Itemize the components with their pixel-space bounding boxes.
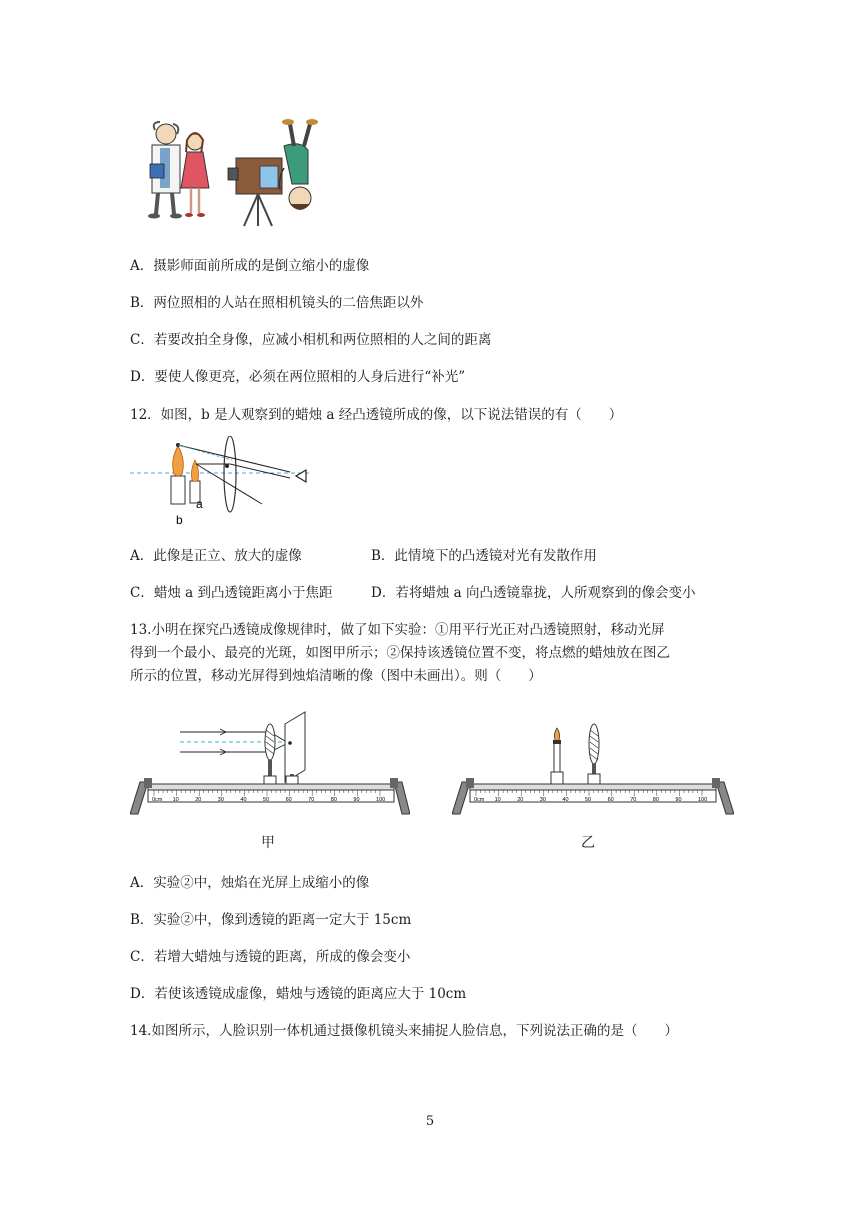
- ruler-tick-label: 80: [330, 797, 337, 803]
- q13-stem-line-2: 得到一个最小、最亮的光斑，如图甲所示；②保持该透镜位置不变，将点燃的蜡烛放在图乙: [130, 645, 670, 661]
- q12-stem: 12．如图，b 是人观察到的蜡烛 a 经凸透镜所成的像，以下说法错误的有（ ）: [130, 407, 623, 423]
- photographer-illustration: [280, 119, 319, 210]
- ruler-tick-label: 20: [195, 797, 202, 803]
- q11-option-b: B．两位照相的人站在照相机镜头的二倍焦距以外: [130, 295, 424, 311]
- q13-stem-line-1: 13.小明在探究凸透镜成像规律时，做了如下实验：①用平行光正对凸透镜照射，移动光屏: [130, 622, 665, 638]
- ruler-tick-label: 50: [263, 797, 270, 803]
- q13-option-b: B．实验②中，像到透镜的距离一定大于 15cm: [130, 912, 412, 928]
- ruler-tick-label: 20: [517, 797, 524, 803]
- ruler-tick-label: 60: [285, 797, 292, 803]
- ruler-tick-label: 90: [675, 797, 682, 803]
- convex-lens: [224, 436, 236, 512]
- ruler-tick-label: 100: [698, 797, 708, 803]
- candle-yi: [553, 728, 561, 772]
- figure-jia: [130, 706, 410, 818]
- q12-option-a: A．此像是正立、放大的虚像: [130, 548, 302, 564]
- q11-option-a: A．摄影师面前所成的是倒立缩小的虚像: [130, 258, 370, 274]
- ruler-tick-label: 60: [607, 797, 614, 803]
- ruler-tick-label: 10: [494, 797, 501, 803]
- page-number: 5: [425, 1114, 435, 1129]
- q13-option-c: C．若增大蜡烛与透镜的距离，所成的像会变小: [130, 949, 411, 965]
- q12-option-c: C．蜡烛 a 到凸透镜距离小于焦距: [130, 585, 333, 601]
- ruler-tick-label: 0cm: [474, 797, 485, 803]
- ruler-tick-label: 70: [630, 797, 637, 803]
- ruler-tick-label: 40: [240, 797, 247, 803]
- caption-jia: 甲: [261, 835, 275, 851]
- eye-icon: [296, 470, 306, 482]
- ruler-tick-label: 70: [308, 797, 315, 803]
- caption-yi: 乙: [581, 835, 595, 851]
- label-b: b: [176, 513, 183, 527]
- old-man-illustration: [148, 122, 182, 219]
- ruler-tick-label: 50: [585, 797, 592, 803]
- ruler-tick-label: 100: [376, 797, 386, 803]
- q14-stem: 14.如图所示，人脸识别一体机通过摄像机镜头来捕捉人脸信息，下列说法正确的是（ ）: [130, 1023, 678, 1039]
- ruler-tick-label: 80: [652, 797, 659, 803]
- light-screen: [285, 712, 305, 782]
- ruler-tick-label: 10: [172, 797, 179, 803]
- q13-option-d: D．若使该透镜成虚像，蜡烛与透镜的距离应大于 10cm: [130, 986, 467, 1002]
- q12-option-b: B．此情境下的凸透镜对光有发散作用: [371, 548, 597, 564]
- q11-option-d: D．要使人像更亮，必须在两位照相的人身后进行“补光”: [130, 369, 466, 385]
- ruler-tick-label: 90: [353, 797, 360, 803]
- ruler-tick-label: 0cm: [152, 797, 163, 803]
- label-a: a: [196, 497, 203, 511]
- q11-option-c: C．若要改拍全身像，应减小相机和两位照相的人之间的距离: [130, 332, 492, 348]
- figure-yi: [452, 706, 734, 818]
- q13-option-a: A．实验②中，烛焰在光屏上成缩小的像: [130, 875, 370, 891]
- photographer-figure: [138, 118, 328, 228]
- q12-option-d: D．若将蜡烛 a 向凸透镜靠拢，人所观察到的像会变小: [371, 585, 696, 601]
- ruler-tick-label: 30: [217, 797, 224, 803]
- girl-illustration: [181, 133, 209, 217]
- q13-stem-line-3: 所示的位置，移动光屏得到烛焰清晰的像（图中未画出）。则（ ）: [130, 668, 542, 684]
- ruler-tick-label: 30: [539, 797, 546, 803]
- ruler-tick-label: 40: [562, 797, 569, 803]
- camera-illustration: [228, 158, 282, 226]
- candle-lens-figure: [130, 436, 320, 528]
